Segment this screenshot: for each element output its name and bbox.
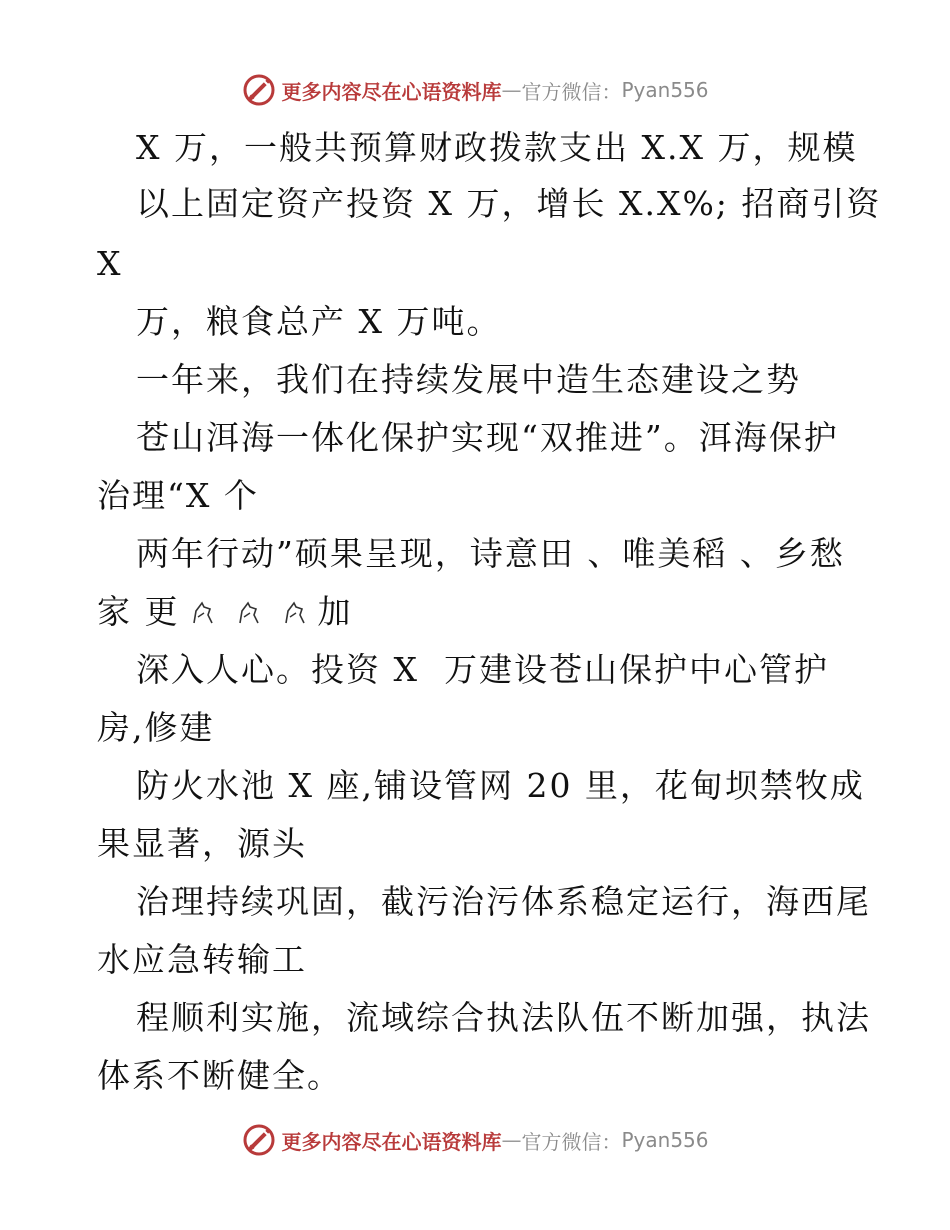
text-line: 房,修建 [97, 708, 215, 747]
banner-title: 更多内容尽在心语资料库 [281, 1129, 502, 1154]
text-line: 防火水池 X 座,铺设管网 20 里，花甸坝禁牧成 [136, 766, 865, 805]
text-line: 程顺利实施，流域综合执法队伍不断加强，执法 [136, 998, 871, 1037]
banner-separator: — [501, 78, 522, 102]
text-line: 治理“X 个 [97, 476, 259, 515]
text-line-with-glyphs [97, 592, 353, 632]
banner-separator: — [501, 1128, 522, 1152]
banner-title: 更多内容尽在心语资料库 [281, 79, 502, 104]
pen-logo-icon [241, 72, 277, 108]
header-banner [0, 70, 950, 110]
banner-wechat-label: 官方微信： [521, 1129, 622, 1154]
banner-wechat-label: 官方微信： [521, 79, 622, 104]
text-line: X [97, 244, 123, 283]
text-line: 体系不断健全。 [97, 1056, 342, 1095]
banner-wechat-handle: Pyan556 [621, 1128, 709, 1152]
text-line: 治理持续巩固，截污治污体系稳定运行，海西尾 [136, 882, 871, 921]
missing-glyph-icon [190, 597, 216, 627]
text-line: 苍山洱海一体化保护实现“双推进”。洱海保护 [136, 418, 839, 457]
banner-wechat-handle: Pyan556 [621, 78, 709, 102]
missing-glyph-icon [282, 597, 308, 627]
text-line: 水应急转输工 [97, 940, 307, 979]
text-line: 以上固定资产投资 X 万，增长 X.X%; 招商引资 [136, 184, 882, 223]
footer-banner [0, 1120, 950, 1160]
missing-glyph-icon [236, 597, 262, 627]
text-line: 一年来，我们在持续发展中造生态建设之势 [136, 360, 801, 399]
text-line: 果显著，源头 [97, 824, 307, 863]
text-line: 深入人心。投资 X 万建设苍山保护中心管护 [136, 650, 829, 689]
text-line: 万，粮食总产 X 万吨。 [136, 302, 502, 341]
text-line: X 万，一般共预算财政拨款支出 X.X 万，规模 [136, 128, 858, 167]
text-line: 两年行动”硕果呈现，诗意田 、唯美稻 、乡愁 [136, 534, 845, 573]
text-fragment: 加 [317, 592, 353, 631]
text-fragment: 家 更 [97, 592, 180, 631]
pen-logo-icon [241, 1122, 277, 1158]
